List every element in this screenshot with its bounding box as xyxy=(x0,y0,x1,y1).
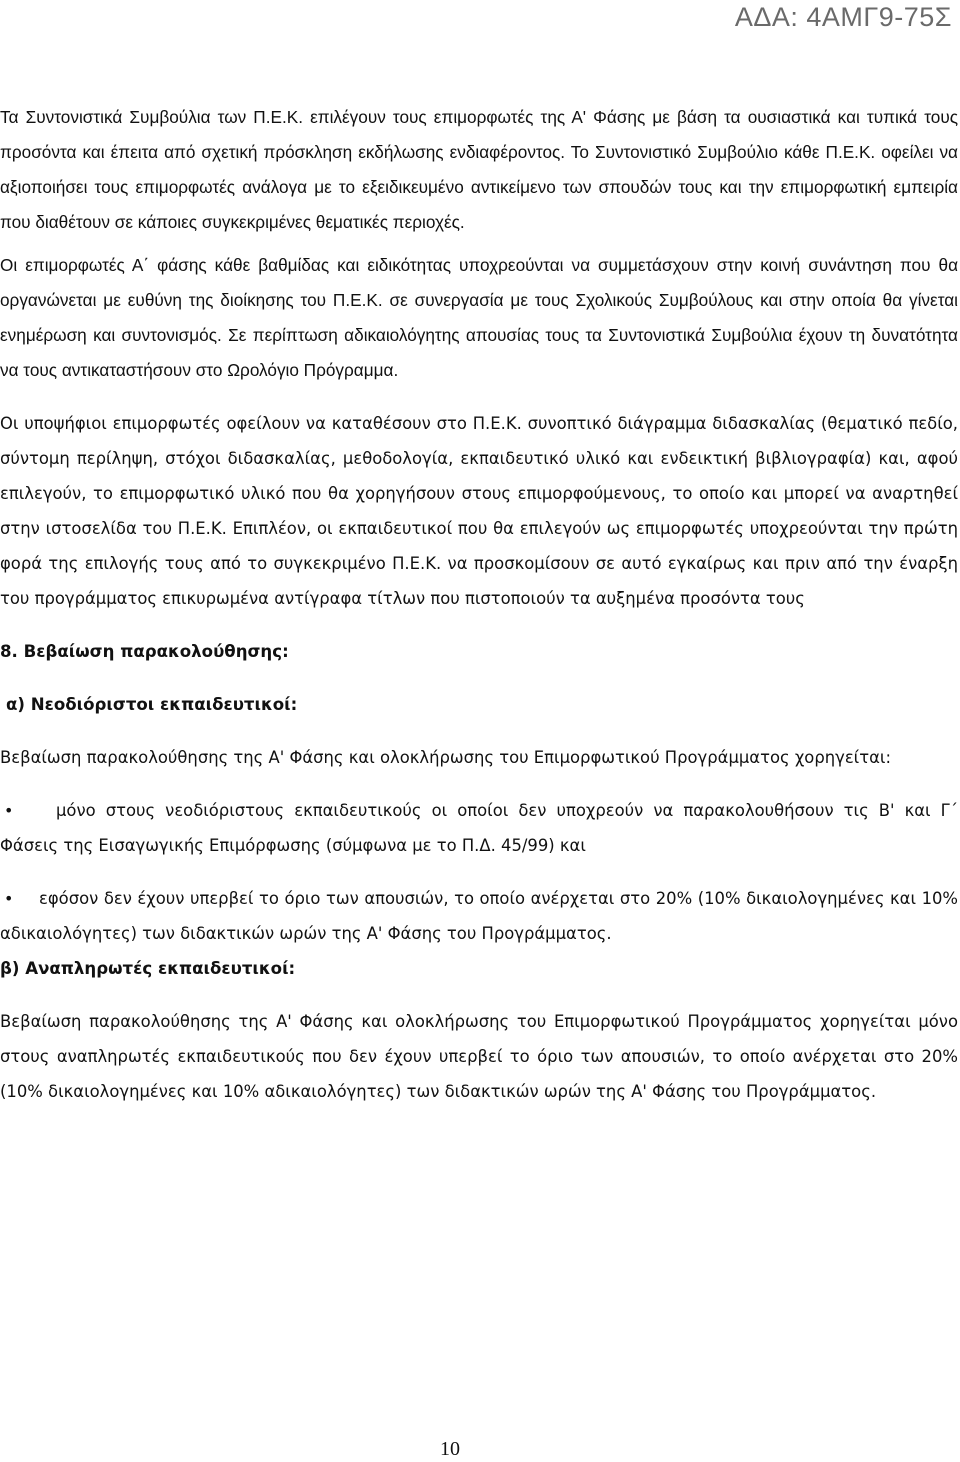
document-body xyxy=(0,100,958,1109)
subsection-a-intro: Βεβαίωση παρακολούθησης της Α' Φάσης και ολοκλήρωσης του Επιμορφωτικού Προγράμματος χορηγείται: xyxy=(0,748,891,767)
page-number: 10 xyxy=(440,1438,460,1460)
list-item xyxy=(0,881,958,951)
subsection-b-title: β) Αναπληρωτές εκπαιδευτικοί: xyxy=(0,959,296,978)
paragraph-trainer-submission: Οι υποψήφιοι επιμορφωτές οφείλουν να καταθέσουν στο Π.Ε.Κ. συνοπτικό διάγραμμα διδασκαλίας (θεματικό πεδίο, σύντομη περίληψη, στόχοι διδασκαλίας, μεθοδολογία, εκπαιδευτικό υλικό και ενδεικτική βιβλιογραφία) και, αφού επιλεγούν, το επιμορφωτικό υλικό που θα χορηγήσουν στους επιμορφούμενους, το οποίο και μπορεί να αναρτηθεί στην ιστοσελίδα του Π.Ε.Κ. Επιπλέον, οι εκπαιδευτικοί που θα επιλεγούν ως επιμορφωτές υποχρεούνται την πρώτη φορά της επιλογής τους από το συγκεκριμένο Π.Ε.Κ. να προσκομίσουν σε αυτό εγκαίρως και πριν από την έναρξη του προγράμματος επικυρωμένα αντίγραφα τίτλων που πιστοποιούν τα αυξημένα προσόντα τους xyxy=(0,414,958,608)
bullet-text: εφόσον δεν έχουν υπερβεί το όριο των απουσιών, το οποίο ανέρχεται στο 20% (10% δικαιολογημένες και 10% αδικαιολόγητες) των διδακτικών ωρών της Α' Φάσης του Προγράμματος. xyxy=(0,889,958,943)
document-code: ΑΔΑ: 4ΑΜΓ9-75Σ xyxy=(734,2,952,32)
bullet-text: μόνο στους νεοδιόριστους εκπαιδευτικούς οι οποίοι δεν υποχρεούν να παρακολουθήσουν τις Β' και Γ΄ Φάσεις της Εισαγωγικής Επιμόρφωσης (σύμφωνα με το Π.Δ. 45/99) και xyxy=(0,801,958,855)
bullet-icon: • xyxy=(4,801,14,820)
bullet-icon: • xyxy=(4,889,14,908)
paragraph-trainer-selection: Τα Συντονιστικά Συμβούλια των Π.Ε.Κ. επιλέγουν τους επιμορφωτές της Α' Φάσης με βάση τα ουσιαστικά και τυπικά τους προσόντα και έπειτα από σχετική πρόσκληση εκδήλωσης ενδιαφέροντος. Το Συντονιστικό Συμβούλιο κάθε Π.Ε.Κ. οφείλει να αξιοποιήσει τους επιμορφωτές ανάλογα με το εξειδικευμένο αντικείμενο των σπουδών τους και την επιμορφωτική εμπειρία που διαθέτουν σε κάποιες συγκεκριμένες θεματικές περιοχές. xyxy=(0,107,958,232)
subsection-b-text: Βεβαίωση παρακολούθησης της Α' Φάσης και ολοκλήρωσης του Επιμορφωτικού Προγράμματος χορηγείται μόνο στους αναπληρωτές εκπαιδευτικούς που δεν έχουν υπερβεί το όριο των απουσιών, το οποίο ανέρχεται στο 20% (10% δικαιολογημένες και 10% αδικαιολόγητες) των διδακτικών ωρών της Α' Φάσης του Προγράμματος. xyxy=(0,1012,958,1101)
section-8-title: 8. Βεβαίωση παρακολούθησης: xyxy=(0,642,289,661)
subsection-a-title: α) Νεοδιόριστοι εκπαιδευτικοί: xyxy=(6,695,298,714)
list-item xyxy=(0,793,958,863)
paragraph-trainer-meeting: Οι επιμορφωτές Α΄ φάσης κάθε βαθμίδας και ειδικότητας υποχρεούνται να συμμετάσχουν στην κοινή συνάντηση που θα οργανώνεται με ευθύνη της διοίκησης του Π.Ε.Κ. σε συνεργασία με τους Σχολικούς Συμβούλους και στην οποία θα γίνεται ενημέρωση και συντονισμός. Σε περίπτωση αδικαιολόγητης απουσίας τους τα Συντονιστικά Συμβούλια έχουν τη δυνατότητα να τους αντικαταστήσουν στο Ωρολόγιο Πρόγραμμα. xyxy=(0,255,958,380)
